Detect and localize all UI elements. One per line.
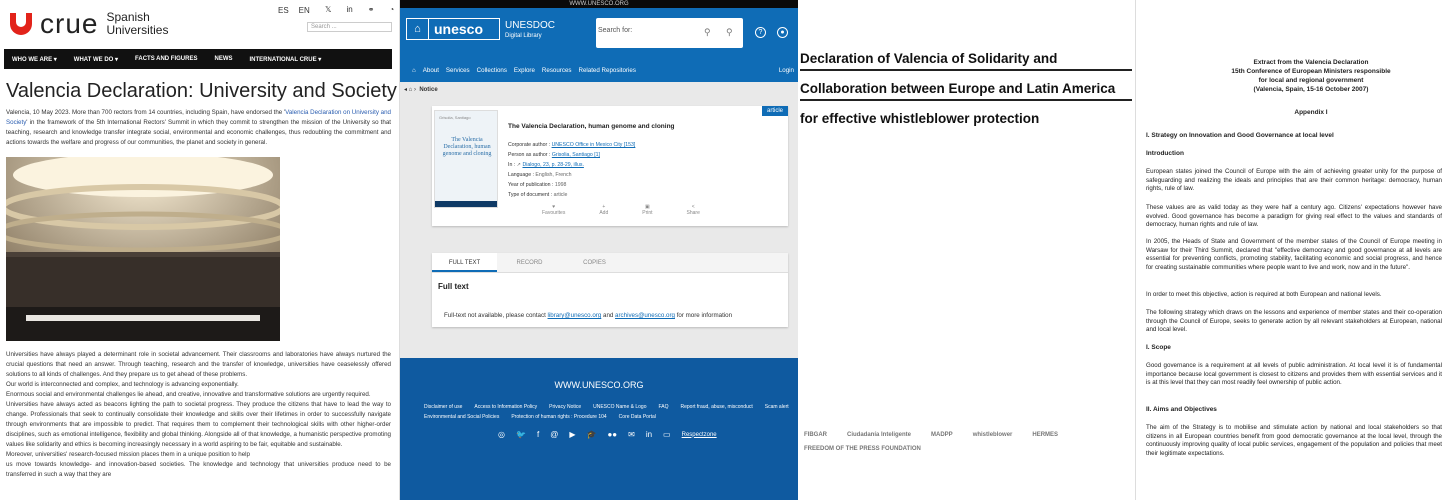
- person-author-link[interactable]: Grisolia, Santiago [1]: [551, 152, 600, 158]
- nav-about[interactable]: About: [422, 66, 439, 74]
- nav-collections[interactable]: Collections: [476, 66, 507, 74]
- nav-explore[interactable]: Explore: [513, 66, 535, 74]
- section-heading: I. Strategy on Innovation and Good Governance at local level: [1146, 132, 1334, 139]
- footer-social: [498, 430, 717, 439]
- add-icon: +: [602, 204, 606, 210]
- auditorium-image: [6, 157, 280, 341]
- x-icon[interactable]: 𝕏: [325, 5, 332, 14]
- unesdoc-title: UNESDOC Digital Library: [505, 20, 556, 39]
- paragraph-5: The following strategy which draws on the lessons and experience of member states and their co-operation through the Council of Europe, seeks to generate action by all relevant stakeholders at European, national and local level.: [1146, 309, 1442, 334]
- title-rule-2: [800, 99, 1132, 101]
- nav-news[interactable]: NEWS: [214, 56, 233, 62]
- add-button[interactable]: + Add: [599, 204, 609, 216]
- nav-international[interactable]: INTERNATIONAL CRUE ▾: [249, 56, 322, 63]
- unesdoc-nav: [400, 58, 798, 82]
- linkedin-icon[interactable]: in: [346, 5, 353, 14]
- aims-heading: II. Aims and Objectives: [1146, 406, 1217, 413]
- paragraph-1: European states joined the Council of Europe with the aim of achieving greater unity for the purpose of safeguarding and realizing the ideals and principles that are their common heritage: democracy, human rights, rule of law.: [1146, 168, 1442, 193]
- crue-logo[interactable]: [10, 8, 168, 40]
- article-badge: article: [762, 106, 788, 116]
- whistleblower-panel: [798, 0, 1135, 500]
- partner-logos: [804, 432, 1124, 452]
- crue-brand: crue: [40, 8, 99, 39]
- fpf-logo: FREEDOM OF THE PRESS FOUNDATION: [804, 446, 921, 452]
- language-switch: [278, 6, 310, 15]
- advanced-search-icon[interactable]: ⚲: [726, 27, 733, 37]
- declaration-link[interactable]: Valencia Declaration on University and Society: [6, 109, 391, 126]
- linkedin-icon[interactable]: in: [645, 430, 653, 439]
- crue-brand-sub2: Universities: [106, 23, 169, 37]
- tab-copies[interactable]: COPIES: [583, 260, 606, 266]
- ciudadania-logo: Ciudadanía Inteligente: [847, 432, 912, 438]
- link-icon[interactable]: ⚭: [367, 5, 375, 14]
- paragraph-6: Good governance is a requirement at all levels of public administration. At local level it is of fundamental importance because local government is closest to citizens and provides them with essential services and it is at this level that they can most readily feel ownership of public action.: [1146, 362, 1442, 387]
- nav-services[interactable]: Services: [445, 66, 470, 74]
- favourites-button[interactable]: ♥ Favourites: [542, 204, 566, 216]
- user-icon[interactable]: ●: [777, 27, 788, 38]
- external-link-icon: ↗: [516, 162, 522, 168]
- tab-full-text[interactable]: FULL TEXT: [432, 253, 497, 272]
- unesdoc-header: [400, 8, 798, 58]
- youtube-icon[interactable]: ▶: [569, 430, 576, 439]
- search-input[interactable]: Search for: ⚲ ⚲: [596, 18, 743, 48]
- appendix-panel: [1135, 0, 1456, 500]
- share-icon: <: [691, 204, 695, 210]
- record-card: [432, 106, 788, 226]
- extract-header: Extract from the Valencia Declaration 15th Conference of European Ministers responsible for local and regional government (Valencia, Spain, 15-16 October 2007): [1231, 59, 1391, 93]
- rss-icon[interactable]: ◔: [389, 5, 395, 14]
- paragraph-3: In 2005, the Heads of State and Government of the member states of the Council of Europe meeting in Warsaw for their Third Summit, declared that "effective democracy and good governance at all levels are essential for preventing conflicts, promoting stability, facilitating economic and social progress, and hence for creating sustainable communities where people want to live and work, now and in the future".: [1146, 238, 1442, 271]
- record-actions: [542, 204, 700, 216]
- full-text-message: Full-text not available, please contact library@unesco.org and archives@unesco.org for more information: [444, 312, 733, 319]
- print-button[interactable]: ▣ Print: [642, 204, 653, 216]
- temple-icon: ⌂: [407, 19, 429, 39]
- nav-facts[interactable]: FACTS AND FIGURES: [135, 56, 198, 62]
- share-button[interactable]: < Share: [686, 204, 700, 216]
- mail-icon[interactable]: ✉: [628, 430, 635, 439]
- book-cover[interactable]: Grisolia, Santiago The Valencia Declaration, human genome and cloning: [434, 110, 498, 208]
- crue-panel: [0, 0, 400, 500]
- full-text-heading: Full text: [438, 282, 469, 291]
- paragraph-7: The aim of the Strategy is to mobilise and stimulate action by national and local stakeholders so that citizens in all European countries benefit from good democratic governance at the local level, through the continuously improving quality of local public services, engagement of the population and policies that meet their legitimate expectations.: [1146, 424, 1442, 457]
- search-icon[interactable]: ⚲: [704, 27, 711, 37]
- nav-related-repositories[interactable]: Related Repositories: [578, 66, 636, 74]
- paragraph-4: In order to meet this objective, action is required at both European and national levels.: [1146, 291, 1382, 298]
- page-title: Valencia Declaration: University and Society: [6, 80, 397, 102]
- lead-paragraph: Valencia, 10 May 2023. More than 700 rectors from 14 countries, including Spain, have endorsed the 'Valencia Declaration on University and Society' in the framework of the 5th International Rectors' Summit in which they commit to strengthen the mission of the University so that teaching, research and knowledge transfer integrate social, environmental and economic challenges, thus redoubling the commitment and actions towards the welfare and progress of our communities, the planet and society in general.: [6, 109, 391, 146]
- help-icon[interactable]: ?: [755, 27, 766, 38]
- appendix-label: Appendix I: [1294, 109, 1328, 116]
- source-link[interactable]: Dialogo, 23, p. 28-29, illus.: [522, 162, 584, 168]
- lang-en[interactable]: EN: [298, 6, 310, 15]
- record-title: The Valencia Declaration, human genome and cloning: [508, 123, 675, 130]
- facebook-icon[interactable]: f: [536, 430, 540, 439]
- madpp-logo: MADPP: [931, 432, 953, 438]
- auditorium-photo: [6, 157, 280, 341]
- tv-icon[interactable]: ▭: [663, 430, 671, 439]
- print-icon: ▣: [645, 204, 650, 210]
- footer-links: Disclaimer of use Access to Information Policy Privacy Notice UNESCO Name & Logo FAQ Report fraud, abuse, misconduct Scam alert Environmental and Social Policies Protection of human rights : Procedure 104 Core Data Portal: [424, 404, 789, 420]
- education-icon[interactable]: 🎓: [586, 430, 597, 439]
- flickr-icon[interactable]: ●●: [607, 430, 618, 439]
- unesco-logo[interactable]: ⌂ unesco: [406, 18, 500, 40]
- home-icon[interactable]: ⌂: [412, 66, 416, 74]
- breadcrumb: ◂ ⌂ › Notice: [404, 87, 438, 93]
- declaration-title: Declaration of Valencia of Solidarity and Collaboration between Europe and Latin America for effective whistleblower protection: [800, 51, 1116, 126]
- article-body: Universities have always played a determinant role in societal advancement. Their classrooms and laboratories have always nurtured the crucial questions that need an answer. Through teaching, research and the transfer of knowledge, universities have ceaselessly offered solutions to all kinds of challenges. And they prepare us to get ahead of these problems. Our world is interconnected and complex, and technology is advancing exponentially. Enormous social and environmental challenges lie ahead, and creative, innovative and transformative solutions are urgently required. Universities have always acted as beacons lighting the path to societal progress. They produce the citizens that have to lead the way to change. Professionals that seek to continually consolidate their knowledge and skills over their lifetimes in order to successfully navigate through environments that are impossible to predict. That requires them to complement their technological skills with other higher-order disciplines, such as emotional intelligence, flexibility and global thinking. Alongside all of that knowledge, a humanistic perspective promoting values like solidarity and ethics is becoming increasingly necessary in a world aspiring to be fair, equitable and sustainable. Moreover, universities' research-focused mission places them in a unique position to help us move towards knowledge- and innovation-based societies. The knowledge and technology that universities produce need to be transferred in such a way that they are: [6, 351, 391, 478]
- hermes-logo: HERMES: [1032, 432, 1059, 438]
- search-input[interactable]: Search ...: [307, 22, 392, 32]
- intro-heading: Introduction: [1146, 150, 1184, 157]
- whistleblower-logo: whistleblower: [972, 432, 1013, 438]
- unesdoc-panel: [400, 0, 798, 500]
- social-links: [325, 5, 394, 14]
- login-link[interactable]: Login: [778, 66, 794, 74]
- instagram-icon[interactable]: ◎: [498, 430, 505, 439]
- tab-record[interactable]: RECORD: [516, 260, 543, 266]
- scope-heading: I. Scope: [1146, 344, 1171, 351]
- paragraph-2: These values are as valid today as they were half a century ago. Citizens' expectations however have evolved. Good governance has become a paradigm for giving real effect to the values and standards of democracy, human rights and rule of law.: [1146, 204, 1442, 229]
- nav-resources[interactable]: Resources: [541, 66, 572, 74]
- heart-icon: ♥: [552, 204, 556, 210]
- archives-email-link[interactable]: archives@unesco.org: [615, 312, 675, 319]
- fibgar-logo: FIBGAR: [804, 432, 827, 438]
- title-rule-1: [800, 69, 1132, 71]
- record-tabs: [432, 253, 788, 327]
- crue-logo-icon: [10, 13, 32, 35]
- top-url[interactable]: WWW.UNESCO.ORG: [400, 0, 798, 8]
- threads-icon[interactable]: @: [550, 430, 559, 439]
- library-email-link[interactable]: library@unesco.org: [547, 312, 602, 319]
- respectzone-link[interactable]: Respectzone: [681, 431, 717, 438]
- crue-brand-sub1: Spanish: [106, 10, 150, 24]
- lang-es[interactable]: ES: [278, 6, 289, 15]
- corporate-author-link[interactable]: UNESCO Office in Mexico City [153]: [551, 142, 636, 148]
- unesdoc-footer: [400, 358, 798, 500]
- twitter-icon[interactable]: 🐦: [515, 430, 526, 439]
- record-metadata: Corporate author : UNESCO Office in Mexico City [153] Person as author : Grisolia, Santiago [1] In : ↗ Dialogo, 23, p. 28-29, illus. Language : English, French Year of publication : 1998 Type of document : article: [508, 142, 636, 198]
- nav-who-we-are[interactable]: WHO WE ARE ▾: [12, 56, 57, 63]
- main-nav: [4, 49, 392, 69]
- footer-url[interactable]: WWW.UNESCO.ORG: [554, 380, 644, 390]
- nav-what-we-do[interactable]: WHAT WE DO ▾: [73, 56, 119, 63]
